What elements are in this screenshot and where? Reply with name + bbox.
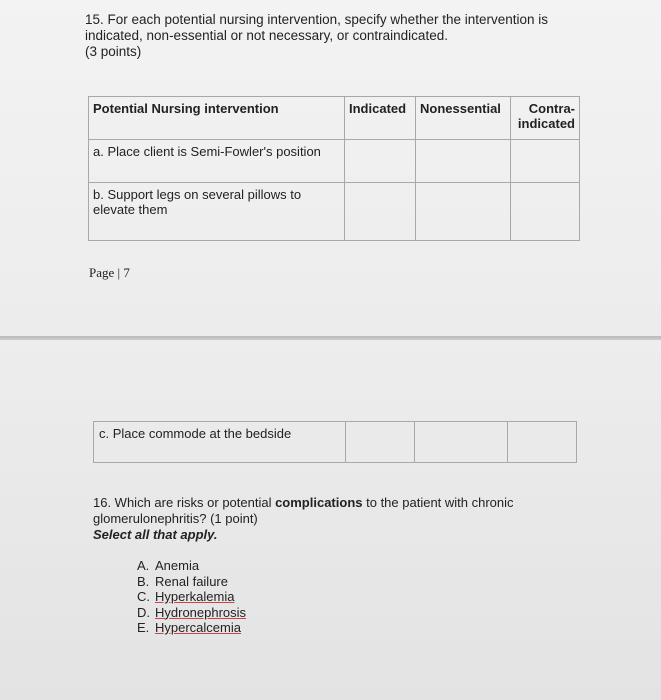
header-indicated: Indicated: [345, 97, 416, 140]
row-b-indicated-cell[interactable]: [345, 183, 416, 241]
table-row: [89, 183, 580, 241]
option-text: Anemia: [155, 558, 200, 573]
question-15-text: 15. For each potential nursing intervention, specify whether the intervention is indicated, non-essential or not necessary, or contraindicated.: [85, 12, 549, 43]
row-c-contraindicated-cell[interactable]: [508, 422, 577, 463]
option-letter: D.: [137, 604, 150, 620]
table-row: [89, 140, 580, 183]
header-contraindicated-text: Contra-indicated: [517, 101, 575, 131]
intervention-table-continued: [93, 421, 577, 463]
option-c[interactable]: [137, 589, 246, 605]
header-intervention: Potential Nursing intervention: [89, 97, 345, 140]
question-16-text: [93, 495, 553, 527]
question-16-instruction: Select all that apply.: [93, 527, 218, 542]
option-letter: E.: [137, 620, 150, 635]
row-b-contraindicated-cell[interactable]: [511, 183, 580, 241]
option-d[interactable]: [137, 605, 246, 621]
option-letter: A.: [137, 558, 150, 573]
question-15-points: (3 points): [85, 44, 142, 59]
row-c-label: c. Place commode at the bedside: [94, 422, 346, 463]
option-text: Hypercalcemia: [155, 620, 241, 635]
question-16-text-after: to the patient with chronic glomerulonephritis? (1 point): [93, 495, 514, 526]
question-15: [85, 12, 605, 60]
question-16-text-before: 16. Which are risks or potential: [93, 495, 276, 510]
option-letter: C.: [137, 589, 150, 604]
option-text: Hydronephrosis: [155, 604, 247, 620]
option-letter: B.: [137, 573, 150, 589]
row-a-indicated-cell[interactable]: [345, 140, 416, 183]
row-a-nonessential-cell[interactable]: [416, 140, 511, 183]
question-16-bold: complications: [275, 495, 363, 510]
option-text: Hyperkalemia: [155, 589, 235, 604]
page-label: Page | 7: [89, 265, 130, 280]
row-c-indicated-cell[interactable]: [346, 422, 415, 463]
row-a-contraindicated-cell[interactable]: [511, 140, 580, 183]
intervention-table: [88, 96, 580, 241]
row-b-label: b. Support legs on several pillows to elevate them: [89, 183, 345, 241]
row-b-nonessential-cell[interactable]: [416, 183, 511, 241]
answer-options: [137, 558, 246, 636]
option-e[interactable]: [137, 620, 246, 636]
table-row: [94, 422, 577, 463]
header-contraindicated: [511, 97, 580, 140]
row-c-nonessential-cell[interactable]: [415, 422, 508, 463]
option-a[interactable]: [137, 558, 246, 574]
option-text: Renal failure: [155, 573, 228, 589]
option-b[interactable]: [137, 574, 246, 590]
row-a-label: a. Place client is Semi-Fowler's position: [89, 140, 345, 183]
header-nonessential: Nonessential: [416, 97, 511, 140]
table-header-row: [89, 97, 580, 140]
question-16: [93, 495, 553, 543]
